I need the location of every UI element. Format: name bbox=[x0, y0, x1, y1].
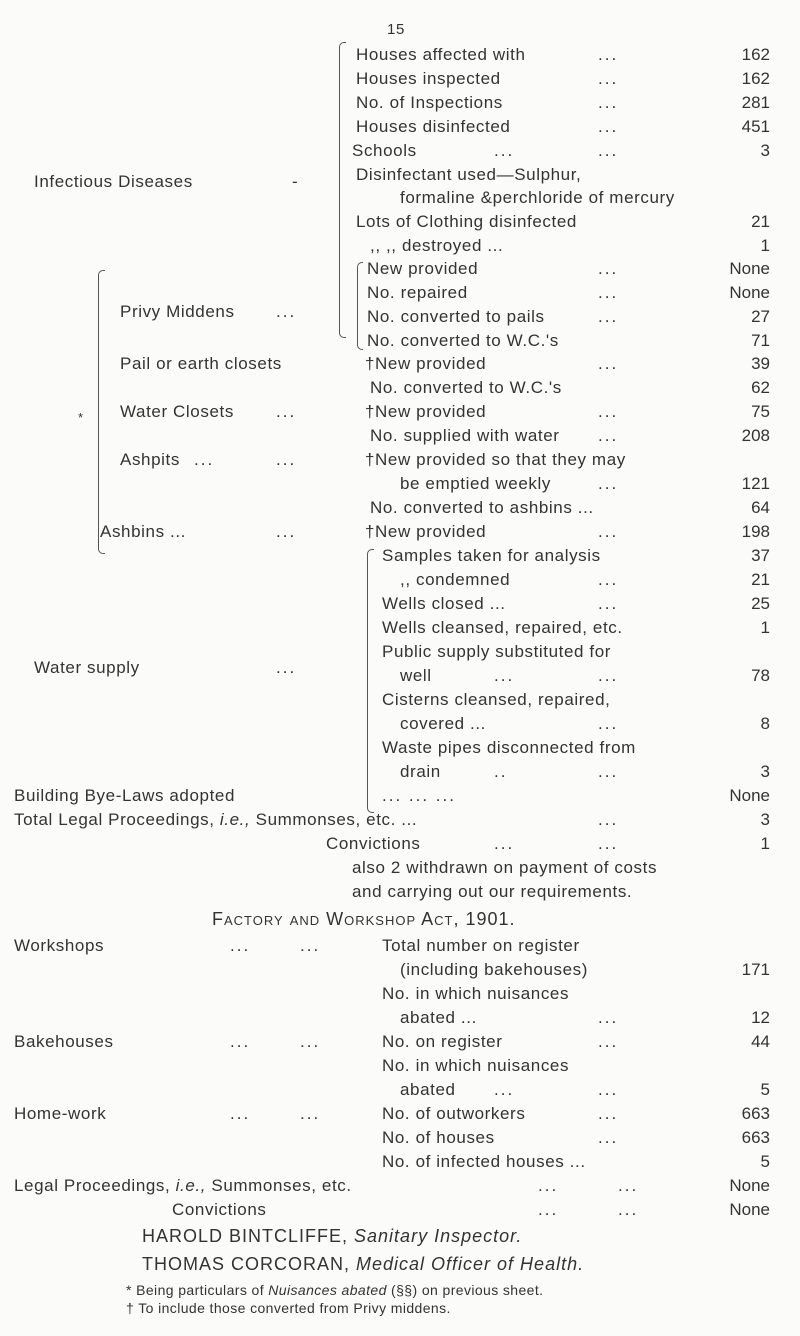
water-row: Cisterns cleansed, repaired, bbox=[382, 690, 611, 709]
water-supply-label: Water supply bbox=[34, 658, 140, 677]
page-number: 15 bbox=[387, 21, 405, 38]
homework-dots: ... bbox=[300, 1104, 321, 1123]
privy-brace bbox=[357, 262, 363, 350]
infectious-brace bbox=[339, 42, 346, 338]
infectious-dash: - bbox=[292, 172, 299, 191]
water-brace bbox=[367, 549, 374, 813]
withdrawn-note: also 2 withdrawn on payment of costs bbox=[352, 858, 658, 877]
workshops-label: Workshops bbox=[14, 936, 105, 955]
water-row: Waste pipes disconnected from bbox=[382, 738, 636, 757]
bakehouses-label: Bakehouses bbox=[14, 1032, 114, 1051]
homework-dots: ... bbox=[230, 1104, 251, 1123]
asterisk-marker: * bbox=[78, 410, 84, 425]
workshops-row: No. in which nuisances bbox=[382, 984, 570, 1003]
ashpits-label: Ashpits bbox=[120, 450, 180, 469]
signature-medical-officer: THOMAS CORCORAN, Medical Officer of Health. bbox=[142, 1254, 585, 1274]
disinfectant-line: Disinfectant used—Sulphur, bbox=[356, 165, 582, 184]
ashbins-label: Ashbins ... bbox=[100, 522, 186, 541]
bakehouses-dots: ... bbox=[230, 1032, 251, 1051]
privy-middens-dots: ... bbox=[276, 302, 297, 321]
water-row: Public supply substituted for bbox=[382, 642, 612, 661]
ashbins-dots: ... bbox=[276, 522, 297, 541]
pail-closets-label: Pail or earth closets bbox=[120, 354, 282, 373]
homework-label: Home-work bbox=[14, 1104, 107, 1123]
water-closets-dots: ... bbox=[276, 402, 297, 421]
workshops-row: Total number on register bbox=[382, 936, 580, 955]
footnote-dagger: † To include those converted from Privy middens. bbox=[126, 1300, 451, 1316]
workshops-dots: ... bbox=[300, 936, 321, 955]
sanitary-brace bbox=[98, 270, 105, 554]
water-supply-dots: ... bbox=[276, 658, 297, 677]
bakehouses-row: No. in which nuisances bbox=[382, 1056, 570, 1075]
ashpits-dots: ... bbox=[194, 450, 215, 469]
footnote-asterisk: * Being particulars of Nuisances abated (§§) on previous sheet. bbox=[126, 1282, 544, 1298]
privy-middens-label: Privy Middens bbox=[120, 302, 235, 321]
withdrawn-note: and carrying out our requirements. bbox=[352, 882, 633, 901]
bakehouses-dots: ... bbox=[300, 1032, 321, 1051]
infectious-heading: Infectious Diseases bbox=[34, 172, 193, 191]
factory-heading: Factory and Workshop Act, 1901. bbox=[212, 909, 516, 929]
disinfectant-line: formaline &perchloride of mercury bbox=[400, 188, 675, 207]
signature-sanitary-inspector: HAROLD BINTCLIFFE, Sanitary Inspector. bbox=[142, 1226, 523, 1246]
ashpits-row: †New provided so that they may bbox=[365, 450, 626, 469]
ashpits-dots: ... bbox=[276, 450, 297, 469]
water-closets-label: Water Closets bbox=[120, 402, 234, 421]
workshops-dots: ... bbox=[230, 936, 251, 955]
